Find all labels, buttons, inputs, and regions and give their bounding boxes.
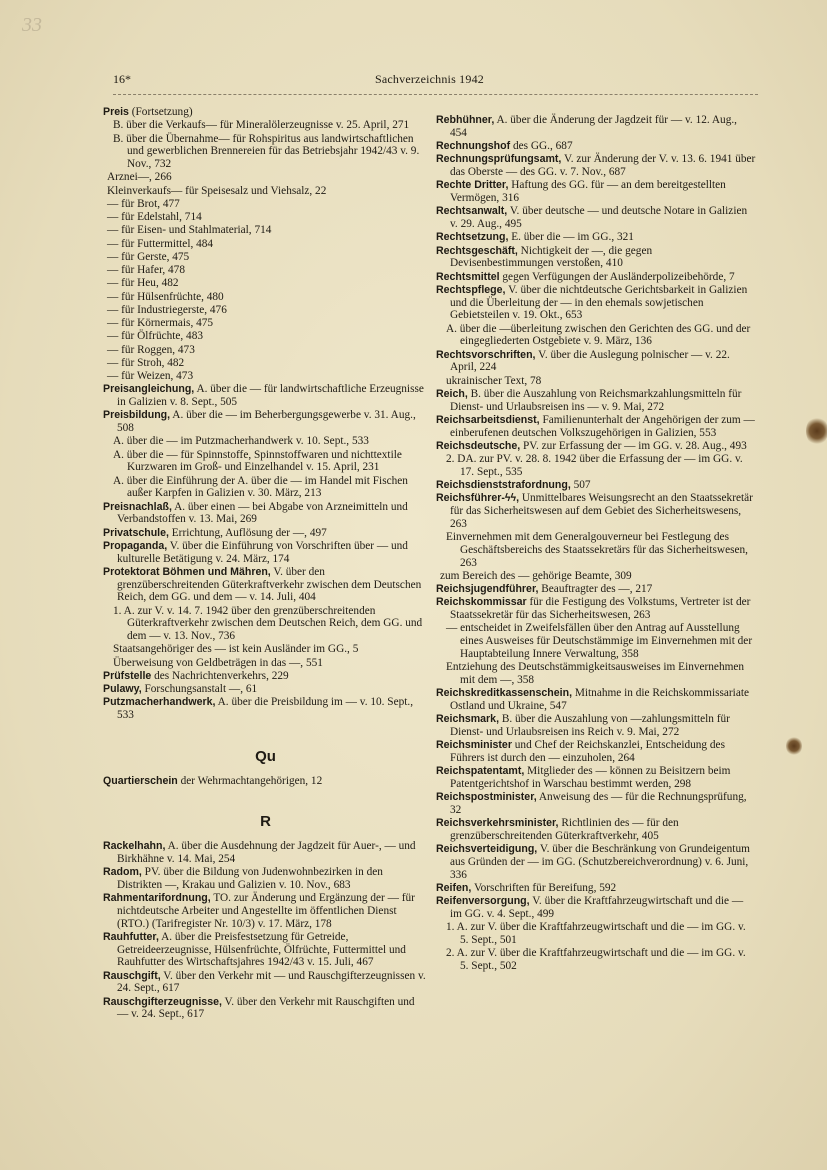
page-header [113,72,753,90]
index-entry [436,765,756,791]
index-text: Vorschriften für Bereifung, 592 [471,881,617,894]
index-text: V. über die Einführung von Vorschriften über — und kulturelle Betätigung v. 24. März, 174 [117,539,408,565]
index-keyword: Rechtsmittel [436,270,500,283]
index-entry [103,566,428,604]
index-text: B. über die Übernahme— für Rohspiritus aus landwirtschaftlichen und gewerblichen Brennereien für das Betriebsjahr 1942/43 v. 9. Nov., 732 [113,132,420,170]
index-text: Entziehung des Deutschstämmigkeitsausweises im Einvernehmen mit dem —, 358 [446,661,745,686]
index-subentry [107,330,428,343]
index-keyword: Putzmacherhandwerk, [103,696,216,709]
index-entry [103,383,428,409]
index-entry [103,840,428,866]
index-entry [436,440,756,453]
index-text: 507 [570,479,591,491]
index-text: A. über die Änderung der Jagdzeit für — v. 12. Aug., 454 [450,114,738,139]
index-entry [103,970,428,996]
index-text: gegen Verfügungen der Ausländerpolizeibehörde, 7 [499,270,735,283]
index-subentry [113,475,428,501]
index-text: A. über die — im Putzmacherhandwerk v. 10. Sept., 533 [113,435,369,448]
index-text: A. über die Preisfestsetzung für Getreide, Getreideerzeugnisse, Hülsenfrüchte, Ölfrüchte, Futtermittel und Rauhfutter des Wirtschaftsjahres 1942/43 v. 15. Juli, 467 [117,930,406,969]
index-text: des Nachrichtenverkehrs, 229 [151,669,289,682]
index-entry [103,409,428,435]
index-subentry [446,661,756,687]
index-keyword: Preisnachlaß, [103,500,172,513]
index-entry [436,843,756,881]
index-text: — für Hülsenfrüchte, 480 [107,290,224,303]
index-text: 1. A. zur V. v. 14. 7. 1942 über den grenzüberschreitenden Güterkraftverkehr zwischen dem Deutschen Reich, dem GG. und dem — v. 13. Nov., 736 [113,604,423,642]
index-entry [436,479,756,492]
index-entry [103,106,428,119]
index-text: Anweisung des — für die Rechnungsprüfung, 32 [450,791,747,816]
index-keyword: Preisangleichung, [103,383,195,396]
page-number: 16* [113,72,131,86]
index-entry [436,349,756,375]
index-text: TO. zur Änderung und Ergänzung der — für nichtdeutsche Arbeiter und Angestellte im öffentlichen Dienst (RTO.) (Tarifregister Nr. 10/3) v. 17. März, 178 [117,892,415,930]
index-keyword: Reichsführer-ϟϟ, [436,492,520,505]
index-text: B. über die Auszahlung von Reichsmarkzahlungsmitteln für Dienst- und Urlaubsreisen ins — v. 9. Mai, 272 [450,387,742,413]
running-title: Sachverzeichnis 1942 [375,72,484,86]
index-text: B. über die Auszahlung von —zahlungsmitteln für Dienst- und Urlaubsreisen ins Reich v. 9. Mai, 272 [450,713,730,738]
index-subentry [107,357,428,370]
index-keyword: Reichsdienststrafordnung, [436,479,571,491]
index-keyword: Rechtsgeschäft, [436,244,518,257]
index-keyword: Preis [103,106,129,118]
index-text: — für Ölfrüchte, 483 [107,330,203,343]
index-entry [103,996,428,1022]
index-text: Mitglieder des — können zu Beisitzern beim Patentgerichtshof in Warschau bestimmt werden, 298 [450,765,731,790]
index-text: A. über einen — bei Abgabe von Arzneimitteln und Verbandstoffen v. 13. Mai, 269 [117,500,408,526]
index-entry [103,501,428,527]
index-keyword: Reich, [436,387,468,400]
index-keyword: Reichsdeutsche, [436,439,521,452]
index-text: Einvernehmen mit dem Generalgouverneur bei Festlegung des Geschäftsbereichs des Staatssekretärs für das Sicherheitswesen, 263 [446,531,748,569]
index-text: — entscheidet in Zweifelsfällen über den Antrag auf Ausstellung eines Ausweises für Deutschstämmige im Einvernehmen mit der Hauptabteilung Innere Verwaltung, 358 [446,622,753,660]
index-text: Richtlinien des — für den grenzüberschreitenden Güterkraftverkehr, 405 [450,817,679,842]
index-keyword: Rechtsanwalt, [436,205,508,218]
index-subentry [107,317,428,330]
index-keyword: Reichskreditkassenschein, [436,687,573,699]
index-keyword: Reichskommissar [436,596,527,609]
index-keyword: Reichspatentamt, [436,765,525,777]
index-entry [436,791,756,817]
index-keyword: Reichsminister [436,739,512,751]
index-text: A. über die Preisbildung im — v. 10. Sept., 533 [117,696,414,721]
index-text: — für Brot, 477 [107,197,180,210]
index-keyword: Reifen, [436,881,472,894]
index-text: Kleinverkaufs— für Speisesalz und Viehsalz, 22 [107,184,327,197]
index-text: — für Gerste, 475 [107,250,190,263]
index-keyword: Reichsmark, [436,713,500,725]
index-entry [436,492,756,530]
index-keyword: Rahmentarifordnung, [103,892,211,904]
index-entry [436,882,756,895]
index-block-qu [103,775,428,788]
index-entry [436,231,756,244]
index-text: — für Edelstahl, 714 [107,211,202,223]
index-subentry [113,133,428,171]
index-keyword: Prüfstelle [103,669,152,682]
index-text: 2. DA. zur PV. v. 28. 8. 1942 über die Erfassung der — im GG. v. 17. Sept., 535 [446,453,743,478]
index-entry [436,583,756,596]
index-text: V. über den grenzüberschreitenden Güterkraftverkehr zwischen dem Deutschen Reich, dem GG. und dem — v. 14. Juli, 404 [117,565,422,604]
index-subentry [113,435,428,448]
index-text: Unmittelbares Weisungsrecht an den Staatssekretär für das Sicherheitswesen auf dem Gebiet des Sicherheitswesens, 263 [450,492,753,530]
index-text: V. zur Änderung der V. v. 13. 6. 1941 über das Oberste — des GG. v. 7. Nov., 687 [450,153,756,178]
index-entry [436,687,756,713]
index-subentry [107,344,428,357]
index-keyword: Pulawy, [103,683,142,695]
index-text: zum Bereich des — gehörige Beamte, 309 [440,569,632,582]
index-text: — für Hafer, 478 [107,264,185,276]
index-text: B. über die Verkaufs— für Mineralölerzeugnisse v. 25. April, 271 [113,119,410,132]
handwritten-page-mark: 33 [22,14,42,36]
index-keyword: Radom, [103,866,142,878]
index-text: 2. A. zur V. über die Kraftfahrzeugwirtschaft und die — im GG. v. 5. Sept., 502 [446,947,746,972]
index-keyword: Reichsjugendführer, [436,583,539,595]
index-keyword: Reichsverkehrsminister, [436,817,559,829]
index-keyword: Rechtsetzung, [436,231,509,244]
index-subentry [107,251,428,264]
index-text: A. über die — für Spinnstoffe, Spinnstoffwaren und nichttextile Kurzwaren im Groß- und Einzelhandel v. 15. April, 231 [113,448,402,474]
section-heading-r: R [260,813,271,831]
index-keyword: Rackelhahn, [103,840,166,852]
index-text: Haftung des GG. für — an dem bereitgestellten Vermögen, 316 [450,179,726,204]
index-text: — für Roggen, 473 [107,343,195,356]
index-text: V. über deutsche — und deutsche Notare in Galizien v. 29. Aug., 495 [450,205,748,230]
index-subentry [107,238,428,251]
index-subentry [113,605,428,643]
binding-stain [786,736,802,756]
index-text: 1. A. zur V. über die Kraftfahrzeugwirtschaft und die — im GG. v. 5. Sept., 501 [446,921,746,946]
index-subentry [446,531,756,569]
index-text: Staatsangehöriger des — ist kein Ausländer im GG., 5 [113,643,359,656]
index-entry [103,866,428,892]
index-block-p [103,106,428,722]
index-subentry [107,224,428,237]
index-entry [436,179,756,205]
index-entry [436,388,756,414]
index-text: — für Weizen, 473 [107,370,194,382]
index-text: ukrainischer Text, 78 [446,374,542,387]
index-keyword: Rauhfutter, [103,930,159,943]
index-text: (Fortsetzung) [128,106,193,118]
index-text: und Chef der Reichskanzlei, Entscheidung des Führers ist durch den — einzuholen, 264 [450,739,725,764]
index-subentry [107,185,428,198]
index-text: A. über die Ausdehnung der Jagdzeit für Auer-, — und Birkhähne v. 14. Mai, 254 [117,840,416,865]
index-keyword: Rauschgift, [103,969,161,982]
index-entry [103,931,428,969]
index-text: PV. zur Erfassung der — im GG. v. 28. Aug., 493 [520,439,747,452]
index-text: — für Heu, 482 [107,277,179,290]
index-keyword: Reifenversorgung, [436,895,530,907]
index-keyword: Propaganda, [103,539,168,552]
index-keyword: Privatschule, [103,526,169,539]
index-entry [436,895,756,921]
index-text: — für Industriegerste, 476 [107,303,227,316]
index-keyword: Preisbildung, [103,409,171,422]
index-text: der Wehrmachtangehörigen, 12 [177,774,323,787]
index-keyword: Rebhühner, [436,114,495,126]
index-subentry [113,119,428,132]
index-entry [436,596,756,622]
index-subentry [107,291,428,304]
index-text: PV. über die Bildung von Judenwohnbezirken in den Distrikten —, Krakau und Galizien v. 10. Nov., 683 [117,866,383,891]
index-keyword: Rechnungshof [436,140,511,152]
index-text: Arznei—, 266 [107,171,172,184]
index-text: A. über die — im Beherbergungsgewerbe v. 31. Aug., 508 [117,409,416,434]
index-subentry [107,264,428,277]
index-block-r [103,840,428,1021]
index-text: — für Körnermais, 475 [107,317,214,329]
index-entry [103,892,428,930]
index-subentry [446,622,756,660]
index-entry [436,284,756,322]
index-subentry [113,657,428,670]
index-entry [436,817,756,843]
index-entry [436,114,756,140]
index-entry [103,683,428,696]
index-subentry [107,277,428,290]
index-keyword: Protektorat Böhmen und Mähren, [103,565,271,578]
index-subentry [440,570,756,583]
index-entry [436,414,756,440]
index-text: Familienunterhalt der Angehörigen der zum — einberufenen deutschen Volkszugehörigen in Galizien, 553 [450,413,755,439]
index-keyword: Rechnungsprüfungsamt, [436,153,562,166]
index-text: V. über die Auslegung polnischer — v. 22. April, 224 [450,348,730,374]
index-entry [436,205,756,231]
index-keyword: Rechte Dritter, [436,179,509,192]
header-rule [113,94,758,95]
index-entry [436,713,756,739]
index-text: A. über die — für landwirtschaftliche Erzeugnisse in Galizien v. 8. Sept., 505 [117,383,424,408]
index-text: V. über die nichtdeutsche Gerichtsbarkeit in Galizien und die Überleitung der — in den ehemals sowjetischen Gebietsteilen v. 19. Okt., 653 [450,283,748,322]
index-entry [103,775,428,788]
index-text: E. über die — im GG., 321 [508,231,634,244]
index-subentry [107,211,428,224]
section-heading-qu: Qu [255,747,276,765]
index-subentry [446,375,756,388]
index-text: für die Festigung des Volkstums, Vertreter ist der Staatssekretär für das Sicherheitswesen, 263 [450,596,751,621]
index-entry [103,527,428,540]
index-subentry [113,449,428,475]
index-subentry [107,171,428,184]
index-keyword: Rechtspflege, [436,283,506,296]
index-subentry [107,370,428,383]
right-column [436,114,756,973]
index-entry [103,540,428,566]
index-text: Errichtung, Auflösung der —, 497 [168,526,327,539]
index-entry [436,739,756,765]
index-entry [103,670,428,683]
index-subentry [446,453,756,479]
index-text: Beauftragter des —, 217 [538,583,653,595]
index-subentry [113,643,428,656]
index-text: Nichtigkeit der —, die gegen Devisenbestimmungen verstoßen, 410 [450,244,653,270]
index-keyword: Quartierschein [103,774,178,787]
index-entry [436,271,756,284]
index-subentry [446,323,756,349]
index-text: — für Futtermittel, 484 [107,237,214,250]
index-subentry [446,947,756,973]
index-keyword: Reichsverteidigung, [436,843,538,855]
index-text: — für Eisen- und Stahlmaterial, 714 [107,224,272,237]
index-text: V. über die Beschränkung von Grundeigentum aus Gründen der — im GG. (Schutzbereichverordnung) v. 6. Juni, 336 [450,843,750,881]
index-text: V. über die Kraftfahrzeugwirtschaft und die — im GG. v. 4. Sept., 499 [450,895,744,920]
index-text: Forschungsanstalt —, 61 [141,683,258,695]
index-subentry [107,198,428,211]
index-text: — für Stroh, 482 [107,356,185,369]
index-subentry [107,304,428,317]
index-keyword: Rechtsvorschriften, [436,348,536,361]
index-keyword: Reichsarbeitsdienst, [436,413,540,426]
index-keyword: Rauschgifterzeugnisse, [103,995,222,1008]
index-entry [103,696,428,722]
binding-stain [806,416,827,446]
left-column [103,106,428,1022]
index-entry [436,140,756,153]
index-text: des GG., 687 [510,140,573,152]
index-subentry [446,921,756,947]
index-text: A. über die —überleitung zwischen den Gerichten des GG. und der eingegliederten Ostgebiete v. 9. März, 136 [446,322,751,348]
index-text: V. über den Verkehr mit Rauschgiften und — v. 24. Sept., 617 [117,995,415,1021]
index-entry [436,245,756,271]
index-text: V. über den Verkehr mit — und Rauschgifterzeugnissen v. 24. Sept., 617 [117,969,426,995]
index-text: Mitnahme in die Reichskommissariate Ostland und Ukraine, 547 [450,687,749,712]
index-text: A. über die Einführung der A. über die — im Handel mit Fischen außer Karpfen in Galizien v. 30. März, 213 [113,474,408,500]
index-keyword: Reichspostminister, [436,791,537,803]
index-text: Überweisung von Geldbeträgen in das —, 551 [113,656,323,669]
index-entry [436,153,756,179]
